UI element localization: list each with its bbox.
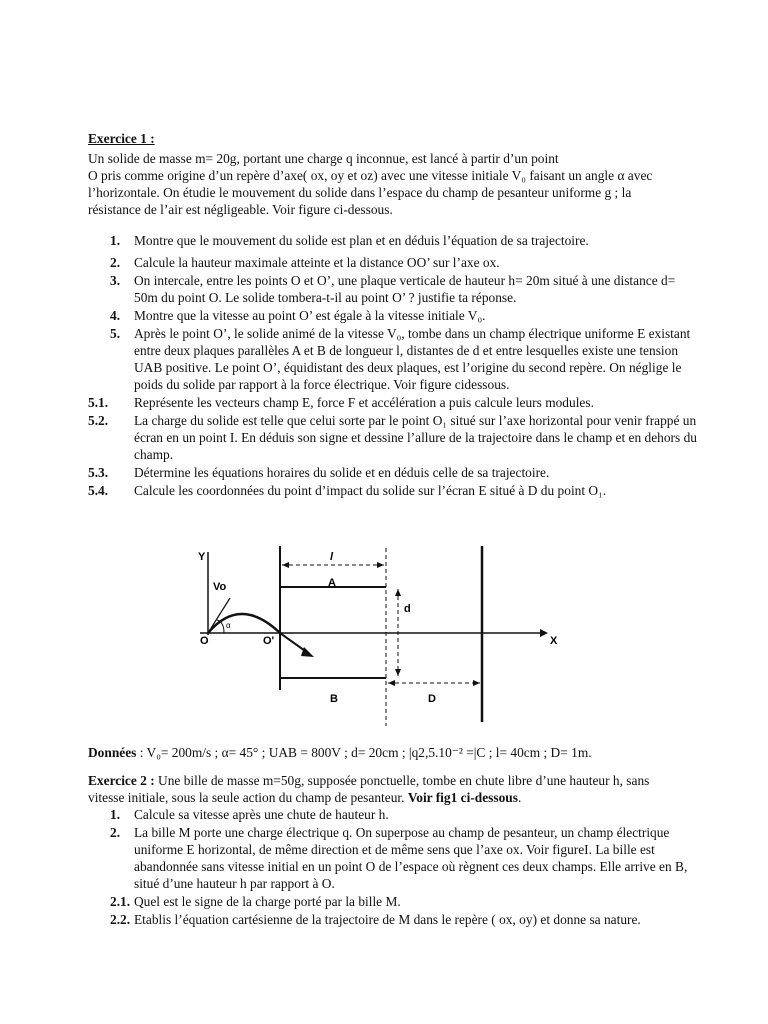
label-o: O <box>200 635 209 647</box>
question-item <box>88 394 698 411</box>
question-number: 5.3. <box>88 465 109 480</box>
exercise-2-figure-ref: Voir fig1 ci-dessous <box>407 790 518 805</box>
exercise-1-intro <box>88 150 688 218</box>
data-values: : V₀= 200m/s ; α= 45° ; UAB = 800V ; d= 20cm ; |q2,5.10⁻² =|C ; l= 40cm ; D= 1m. <box>136 745 592 760</box>
exercise-2-title: Exercice 2 : <box>88 773 155 788</box>
label-vo: Vo <box>213 581 227 593</box>
question-number: 5.2. <box>88 413 109 428</box>
label-x: X <box>550 635 558 647</box>
question-text: Montre que la vitesse au point O’ est égale à la vitesse initiale V₀. <box>134 308 486 323</box>
x-axis-arrowhead <box>540 629 548 637</box>
figure-1-diagram <box>190 540 580 730</box>
question-text: Calcule sa vitesse après une chute de hauteur h. <box>134 807 389 822</box>
question-number: 5.1. <box>88 395 109 410</box>
exercise-2-intro: Exercice 2 : Une bille de masse m=50g, supposée ponctuelle, tombe en chute libre d’une hauteur h, sans vitesse initiale, sous la seule action du champ de pesanteur. Voir fig1 ci-dessous. <box>88 773 650 805</box>
question-text: Etablis l’équation cartésienne de la trajectoire de M dans le repère ( ox, oy) et donne sa nature. <box>134 912 641 927</box>
label-alpha: α <box>226 621 231 630</box>
intro-line: Un solide de masse m= 20g, portant une charge q inconnue, est lancé à partir d’un point <box>88 151 559 166</box>
question-number: 2.1. <box>110 894 131 909</box>
question-text: Montre que le mouvement du solide est plan et en déduis l’équation de sa trajectoire. <box>134 233 589 248</box>
label-big-d: D <box>428 693 436 705</box>
question-item <box>88 806 688 823</box>
question-number: 2.2. <box>110 912 131 927</box>
label-a: A <box>328 577 336 589</box>
question-text: On intercale, entre les points O et O’, une plaque verticale de hauteur h= 20m situé à une distance d= 50m du point O. Le solide tombera-t-il au point O’ ? justifie ta réponse. <box>134 273 676 305</box>
question-number: 1. <box>110 807 121 822</box>
question-text: La charge du solide est telle que celui sorte par le point O₁ situé sur l’axe horizontal pour venir frappé un écran en un point I. En déduis son signe et dessine l’allure de la trajectoire dans le champ et en dehors du champ. <box>134 413 697 462</box>
exercise-2-text: Une bille de masse m=50g, supposée ponctuelle, tombe en chute libre d’une hauteur h, sans vitesse initiale, sous la seule action du champ de pesanteur. <box>88 773 650 805</box>
data-line <box>88 744 708 761</box>
question-number: 3. <box>110 273 121 288</box>
intro-line: résistance de l’air est négligeable. Voir figure ci-dessous. <box>88 202 393 217</box>
question-number: 5. <box>110 326 121 341</box>
question-number: 2. <box>110 255 121 270</box>
question-number: 2. <box>110 825 121 840</box>
label-y: Y <box>198 551 206 563</box>
question-text: Après le point O’, le solide animé de la vitesse V₀, tombe dans un champ électrique uniforme E existant entre deux plaques parallèles A et B de longueur l, distantes de d et entre lesquelles existe une tension UAB positive. Le point O’, équidistant des deux plaques, est l’origine du second repère. On néglige le poids du solide par rapport à la force électrique. Voir figure cidessous. <box>134 326 691 392</box>
question-number: 4. <box>110 308 121 323</box>
exercise-2-questions <box>88 806 688 929</box>
question-text: La bille M porte une charge électrique q. On superpose au champ de pesanteur, un champ électrique uniforme E horizontal, de même direction et de même sens que l’axe ox. Voir figureI. La bille est abandonnée sans vitesse initial en un point O de l’espace où règnent ces deux champs. Elle arrive en B, situé d’une hauteur h par rapport à O. <box>134 825 688 891</box>
question-item <box>88 307 698 324</box>
question-item <box>88 464 698 481</box>
question-item <box>88 232 698 249</box>
question-item <box>88 272 698 306</box>
question-item <box>88 325 698 393</box>
question-item <box>88 412 698 463</box>
question-text: Détermine les équations horaires du solide et en déduis celle de sa trajectoire. <box>134 465 550 480</box>
question-text: Calcule les coordonnées du point d’impact du solide sur l’écran E situé à D du point O₁. <box>134 483 607 498</box>
intro-line: O pris comme origine d’un repère d’axe( ox, oy et oz) avec une vitesse initiale V₀ faisant un angle α avec <box>88 168 653 183</box>
exercise-1-questions <box>88 232 698 500</box>
exercise-1-title: Exercice 1 : <box>88 131 155 146</box>
label-d: d <box>404 603 411 615</box>
question-item <box>88 911 688 928</box>
question-text: Calcule la hauteur maximale atteinte et la distance OO’ sur l’axe ox. <box>134 255 500 270</box>
label-l: l <box>330 551 334 563</box>
label-b: B <box>330 693 338 705</box>
intro-line: l’horizontale. On étudie le mouvement du solide dans l’espace du champ de pesanteur uniforme g ; la <box>88 185 632 200</box>
question-text: Quel est le signe de la charge porté par la bille M. <box>134 894 401 909</box>
question-item <box>88 482 698 499</box>
question-text: Représente les vecteurs champ E, force F et accélération a puis calcule leurs modules. <box>134 395 594 410</box>
question-number: 5.4. <box>88 483 109 498</box>
question-number: 1. <box>110 233 121 248</box>
question-item <box>88 893 688 910</box>
question-item <box>88 254 698 271</box>
label-o-prime: O' <box>263 635 275 647</box>
question-item <box>88 824 688 892</box>
data-label: Données <box>88 745 137 760</box>
